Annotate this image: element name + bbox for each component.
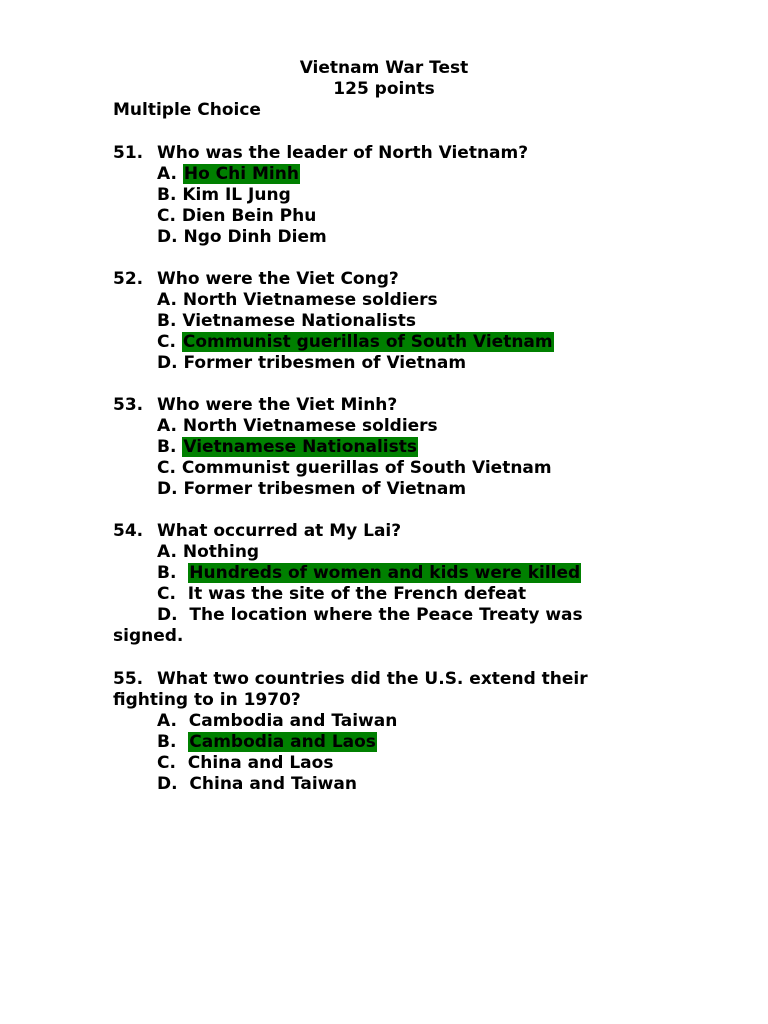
question-text: Who was the leader of North Vietnam? (157, 143, 529, 163)
option-letter: B. (157, 563, 177, 583)
option-letter: C. (157, 206, 176, 226)
option-text: Cambodia and Taiwan (188, 711, 398, 731)
option-text: Dien Bein Phu (181, 206, 317, 226)
option-text: China and Laos (187, 753, 334, 773)
answer-option (157, 227, 327, 248)
answer-option (157, 584, 526, 605)
option-letter: A. (157, 542, 177, 562)
question-number: 53. (113, 395, 144, 415)
answer-option (157, 711, 397, 732)
option-text: Ngo Dinh Diem (183, 227, 327, 247)
option-text-highlighted: Communist guerillas of South Vietnam (182, 332, 553, 352)
answer-option (157, 563, 581, 584)
option-letter: C. (157, 584, 176, 604)
question-number: 55. (113, 669, 144, 689)
answer-option (157, 290, 438, 311)
section-heading: Multiple Choice (113, 100, 261, 120)
option-text: It was the site of the French defeat (187, 584, 527, 604)
option-text: The location where the Peace Treaty was (189, 605, 583, 625)
option-text-highlighted: Hundreds of women and kids were killed (189, 563, 581, 583)
option-letter: C. (157, 753, 176, 773)
option-text: North Vietnamese soldiers (182, 290, 438, 310)
answer-option (157, 437, 418, 458)
answer-option (157, 353, 466, 374)
option-text: Former tribesmen of Vietnam (183, 479, 467, 499)
option-text: Former tribesmen of Vietnam (183, 353, 467, 373)
question-text-continuation: fighting to in 1970? (113, 690, 301, 710)
question-number: 51. (113, 143, 144, 163)
answer-option (157, 311, 416, 332)
question-number: 52. (113, 269, 144, 289)
question-text: What occurred at My Lai? (157, 521, 402, 541)
test-points: 125 points (333, 79, 435, 99)
option-letter: D. (157, 353, 178, 373)
option-letter: D. (157, 227, 178, 247)
option-text-highlighted: Vietnamese Nationalists (183, 437, 417, 457)
question-number: 54. (113, 521, 144, 541)
option-letter: B. (157, 437, 177, 457)
answer-option (157, 732, 377, 753)
option-letter: D. (157, 774, 178, 794)
question-text: Who were the Viet Cong? (157, 269, 399, 289)
answer-option (157, 458, 552, 479)
option-letter: C. (157, 332, 176, 352)
option-letter: C. (157, 458, 176, 478)
option-letter: A. (157, 164, 177, 184)
option-letter: A. (157, 711, 177, 731)
option-text: China and Taiwan (189, 774, 357, 794)
test-title: Vietnam War Test (299, 58, 469, 78)
answer-option (157, 542, 259, 563)
answer-option (157, 774, 357, 795)
answer-option (157, 206, 316, 227)
option-letter: A. (157, 290, 177, 310)
option-letter: B. (157, 185, 177, 205)
answer-option (157, 753, 333, 774)
question-text: Who were the Viet Minh? (157, 395, 398, 415)
option-text: Vietnamese Nationalists (182, 311, 416, 331)
answer-option (157, 479, 466, 500)
answer-option (157, 605, 583, 626)
option-text-continuation: signed. (113, 626, 184, 646)
option-letter: A. (157, 416, 177, 436)
option-letter: D. (157, 479, 178, 499)
option-text: North Vietnamese soldiers (182, 416, 438, 436)
answer-option (157, 332, 554, 353)
answer-option (157, 164, 300, 185)
option-text: Kim IL Jung (182, 185, 291, 205)
option-text: Nothing (182, 542, 260, 562)
answer-option (157, 185, 291, 206)
option-text: Communist guerillas of South Vietnam (181, 458, 552, 478)
option-text-highlighted: Ho Chi Minh (183, 164, 299, 184)
question-text: What two countries did the U.S. extend their (157, 669, 588, 689)
option-letter: B. (157, 311, 177, 331)
option-letter: B. (157, 732, 177, 752)
option-letter: D. (157, 605, 178, 625)
answer-option (157, 416, 438, 437)
option-text-highlighted: Cambodia and Laos (189, 732, 376, 752)
